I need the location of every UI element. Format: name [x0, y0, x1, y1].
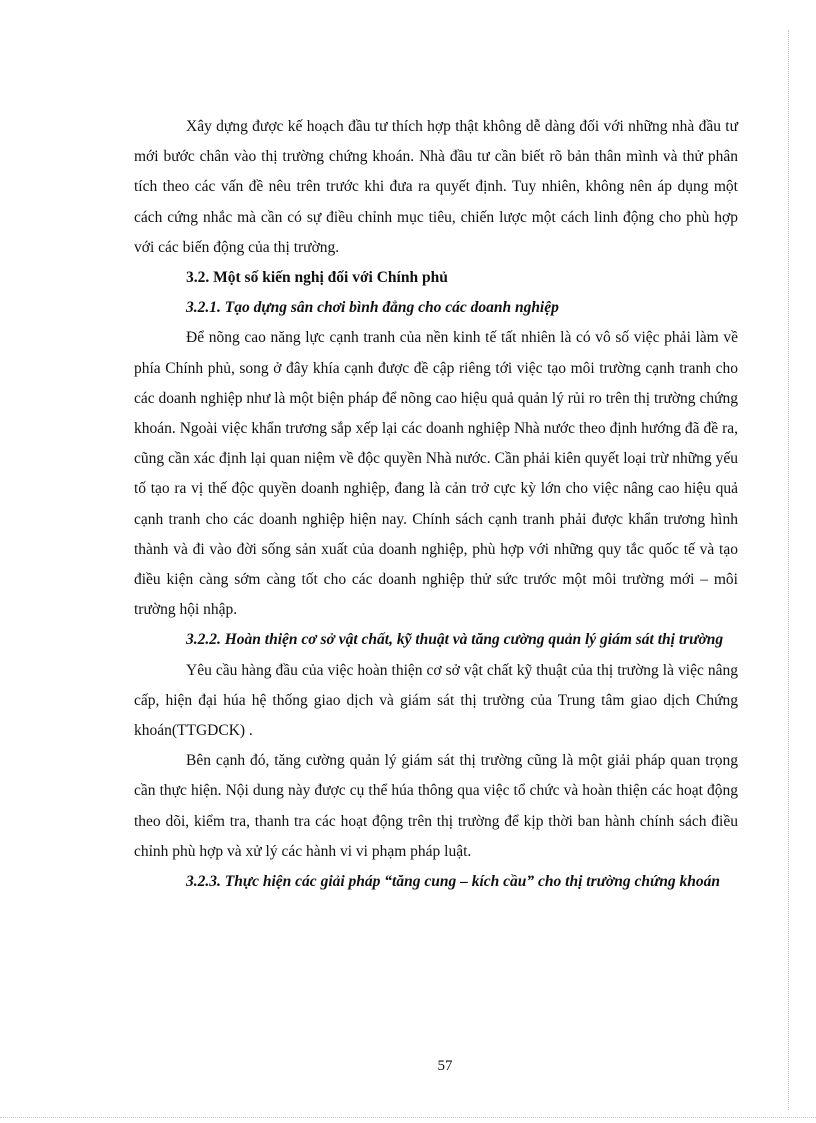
heading-3-2-3-supply-demand: 3.2.3. Thực hiện các giải pháp “tăng cung – kích cầu” cho thị trường chứng khoán: [186, 873, 720, 891]
page-number: 57: [437, 1058, 453, 1074]
heading-3-2-2-infrastructure: 3.2.2. Hoàn thiện cơ sở vật chất, kỹ thuật và tăng cường quản lý giám sát thị trường: [186, 631, 724, 649]
heading-3-2-1-level-playing-field: 3.2.1. Tạo dựng sân chơi bình đẳng cho các doanh nghiệp: [186, 299, 559, 317]
page-border-bottom: [0, 1117, 816, 1118]
paragraph-market-supervision: Bên cạnh đó, tăng cường quản lý giám sát thị trường cũng là một giải pháp quan trọng cần thực hiện. Nội dung này được cụ thể húa thông qua việc tổ chức và hoàn thiện các hoạt động theo dõi, kiểm tra, thanh tra các hoạt động trên thị trường để kịp thời ban hành chính sách điều chỉnh phù hợp và xử lý các hành vi vi phạm pháp luật.: [134, 752, 738, 860]
paragraph-investment-plan: Xây dựng được kế hoạch đầu tư thích hợp thật không dễ dàng đối với những nhà đầu tư mới bước chân vào thị trường chứng khoán. Nhà đầu tư cần biết rõ bản thân mình và thử phân tích theo các vấn đề nêu trên trước khi đưa ra quyết định. Tuy nhiên, không nên áp dụng một cách cứng nhắc mà cần có sự điều chỉnh mục tiêu, chiến lược một cách linh động cho phù hợp với các biến động của thị trường.: [134, 118, 738, 256]
page-border-right: [788, 30, 789, 1110]
paragraph-trading-system: Yêu cầu hàng đầu của việc hoàn thiện cơ sở vật chất kỹ thuật của thị trường là việc nâng cấp, hiện đại húa hệ thống giao dịch và giám sát thị trường của Trung tâm giao dịch Chứng khoán(TTGDCK) .: [134, 661, 738, 740]
document-page: [134, 112, 738, 897]
paragraph-competition: Để nõng cao năng lực cạnh tranh của nền kinh tế tất nhiên là có vô số việc phải làm về phía Chính phủ, song ở đây khía cạnh được đề cập riêng tới việc tạo môi trường cạnh tranh cho các doanh nghiệp như là một biện pháp để nõng cao hiệu quả quản lý rủi ro trên thị trường chứng khoán. Ngoài việc khẩn trương sắp xếp lại các doanh nghiệp Nhà nước theo định hướng đã đề ra, cũng cần xác định lại quan niệm về độc quyền Nhà nước. Cần phải kiên quyết loại trừ những yếu tố tạo ra vị thế độc quyền doanh nghiệp, đang là cản trở cực kỳ lớn cho việc nâng cao hiệu quả cạnh tranh cho các doanh nghiệp hiện nay. Chính sách cạnh tranh phải được khẩn trương hình thành và đi vào đời sống sản xuất của doanh nghiệp, phù hợp với những quy tắc quốc tế và tạo điều kiện càng sớm càng tốt cho các doanh nghiệp thử sức trước một môi trường mới – môi trường hội nhập.: [134, 329, 738, 619]
heading-3-2-recommendations: 3.2. Một số kiến nghị đối với Chính phủ: [186, 269, 448, 287]
